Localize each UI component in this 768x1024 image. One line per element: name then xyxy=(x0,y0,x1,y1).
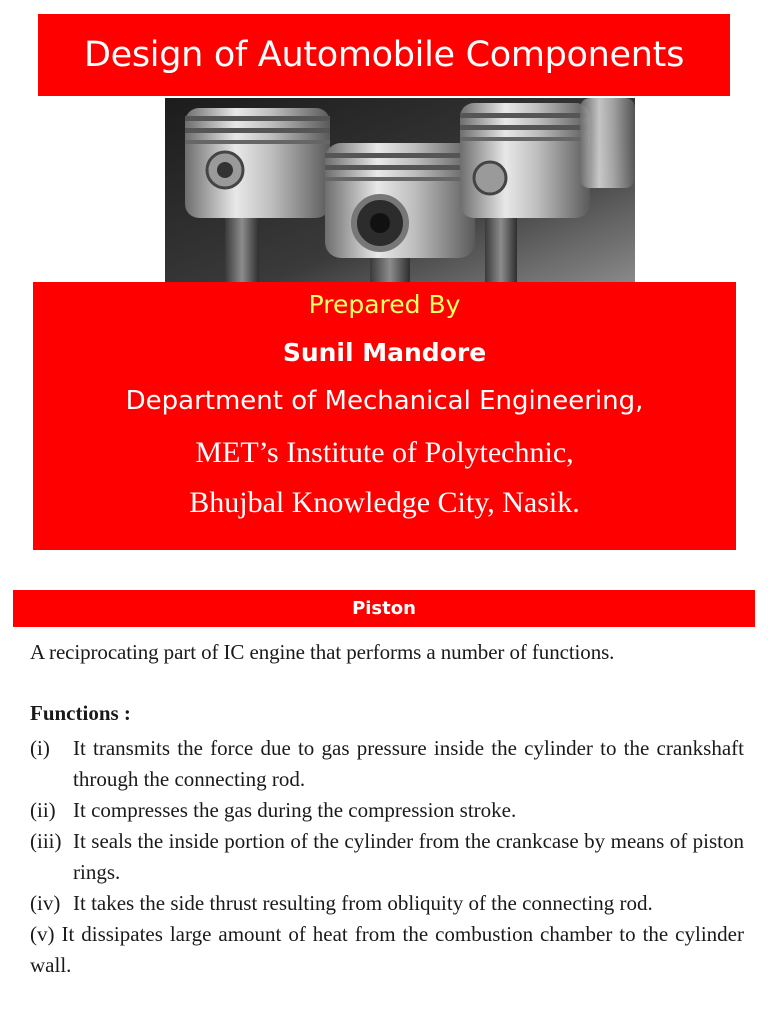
list-item-number: (i) xyxy=(30,736,50,760)
list-item-number: (ii) xyxy=(30,798,56,822)
list-item-text: It takes the side thrust resulting from obliquity of the connecting rod. xyxy=(73,891,653,915)
author-name: Sunil Mandore xyxy=(282,338,487,367)
intro-text: A reciprocating part of IC engine that performs a number of functions. xyxy=(30,640,615,664)
list-item-text: It compresses the gas during the compression stroke. xyxy=(73,798,517,822)
list-item-number: (v) xyxy=(30,922,55,946)
prepared-by-label: Prepared By xyxy=(308,290,461,319)
page-title: Design of Automobile Components xyxy=(83,35,685,75)
author-info-block xyxy=(33,282,736,550)
list-item xyxy=(30,888,744,919)
city-name: Bhujbal Knowledge City, Nasik. xyxy=(189,486,580,519)
list-item-number: (iii) xyxy=(30,829,62,853)
functions-list xyxy=(30,733,744,981)
list-item xyxy=(30,826,744,888)
list-item-text: It dissipates large amount of heat from the combustion chamber to the cylinder wall. xyxy=(30,922,744,977)
functions-heading: Functions : xyxy=(30,701,131,725)
list-item-text: It transmits the force due to gas pressure inside the cylinder to the crankshaft through the connecting rod. xyxy=(73,736,744,791)
engine-pistons-image xyxy=(165,98,635,284)
list-item xyxy=(30,919,744,981)
department-name: Department of Mechanical Engineering, xyxy=(125,386,644,416)
institute-name: MET’s Institute of Polytechnic, xyxy=(195,436,574,469)
list-item xyxy=(30,795,744,826)
title-banner xyxy=(38,14,730,96)
list-item-text: It seals the inside portion of the cylinder from the crankcase by means of piston rings. xyxy=(73,829,744,884)
section-header-bar xyxy=(13,590,755,627)
list-item-number: (iv) xyxy=(30,891,61,915)
list-item xyxy=(30,733,744,795)
pistons-illustration xyxy=(165,98,635,284)
section-title: Piston xyxy=(352,598,416,619)
